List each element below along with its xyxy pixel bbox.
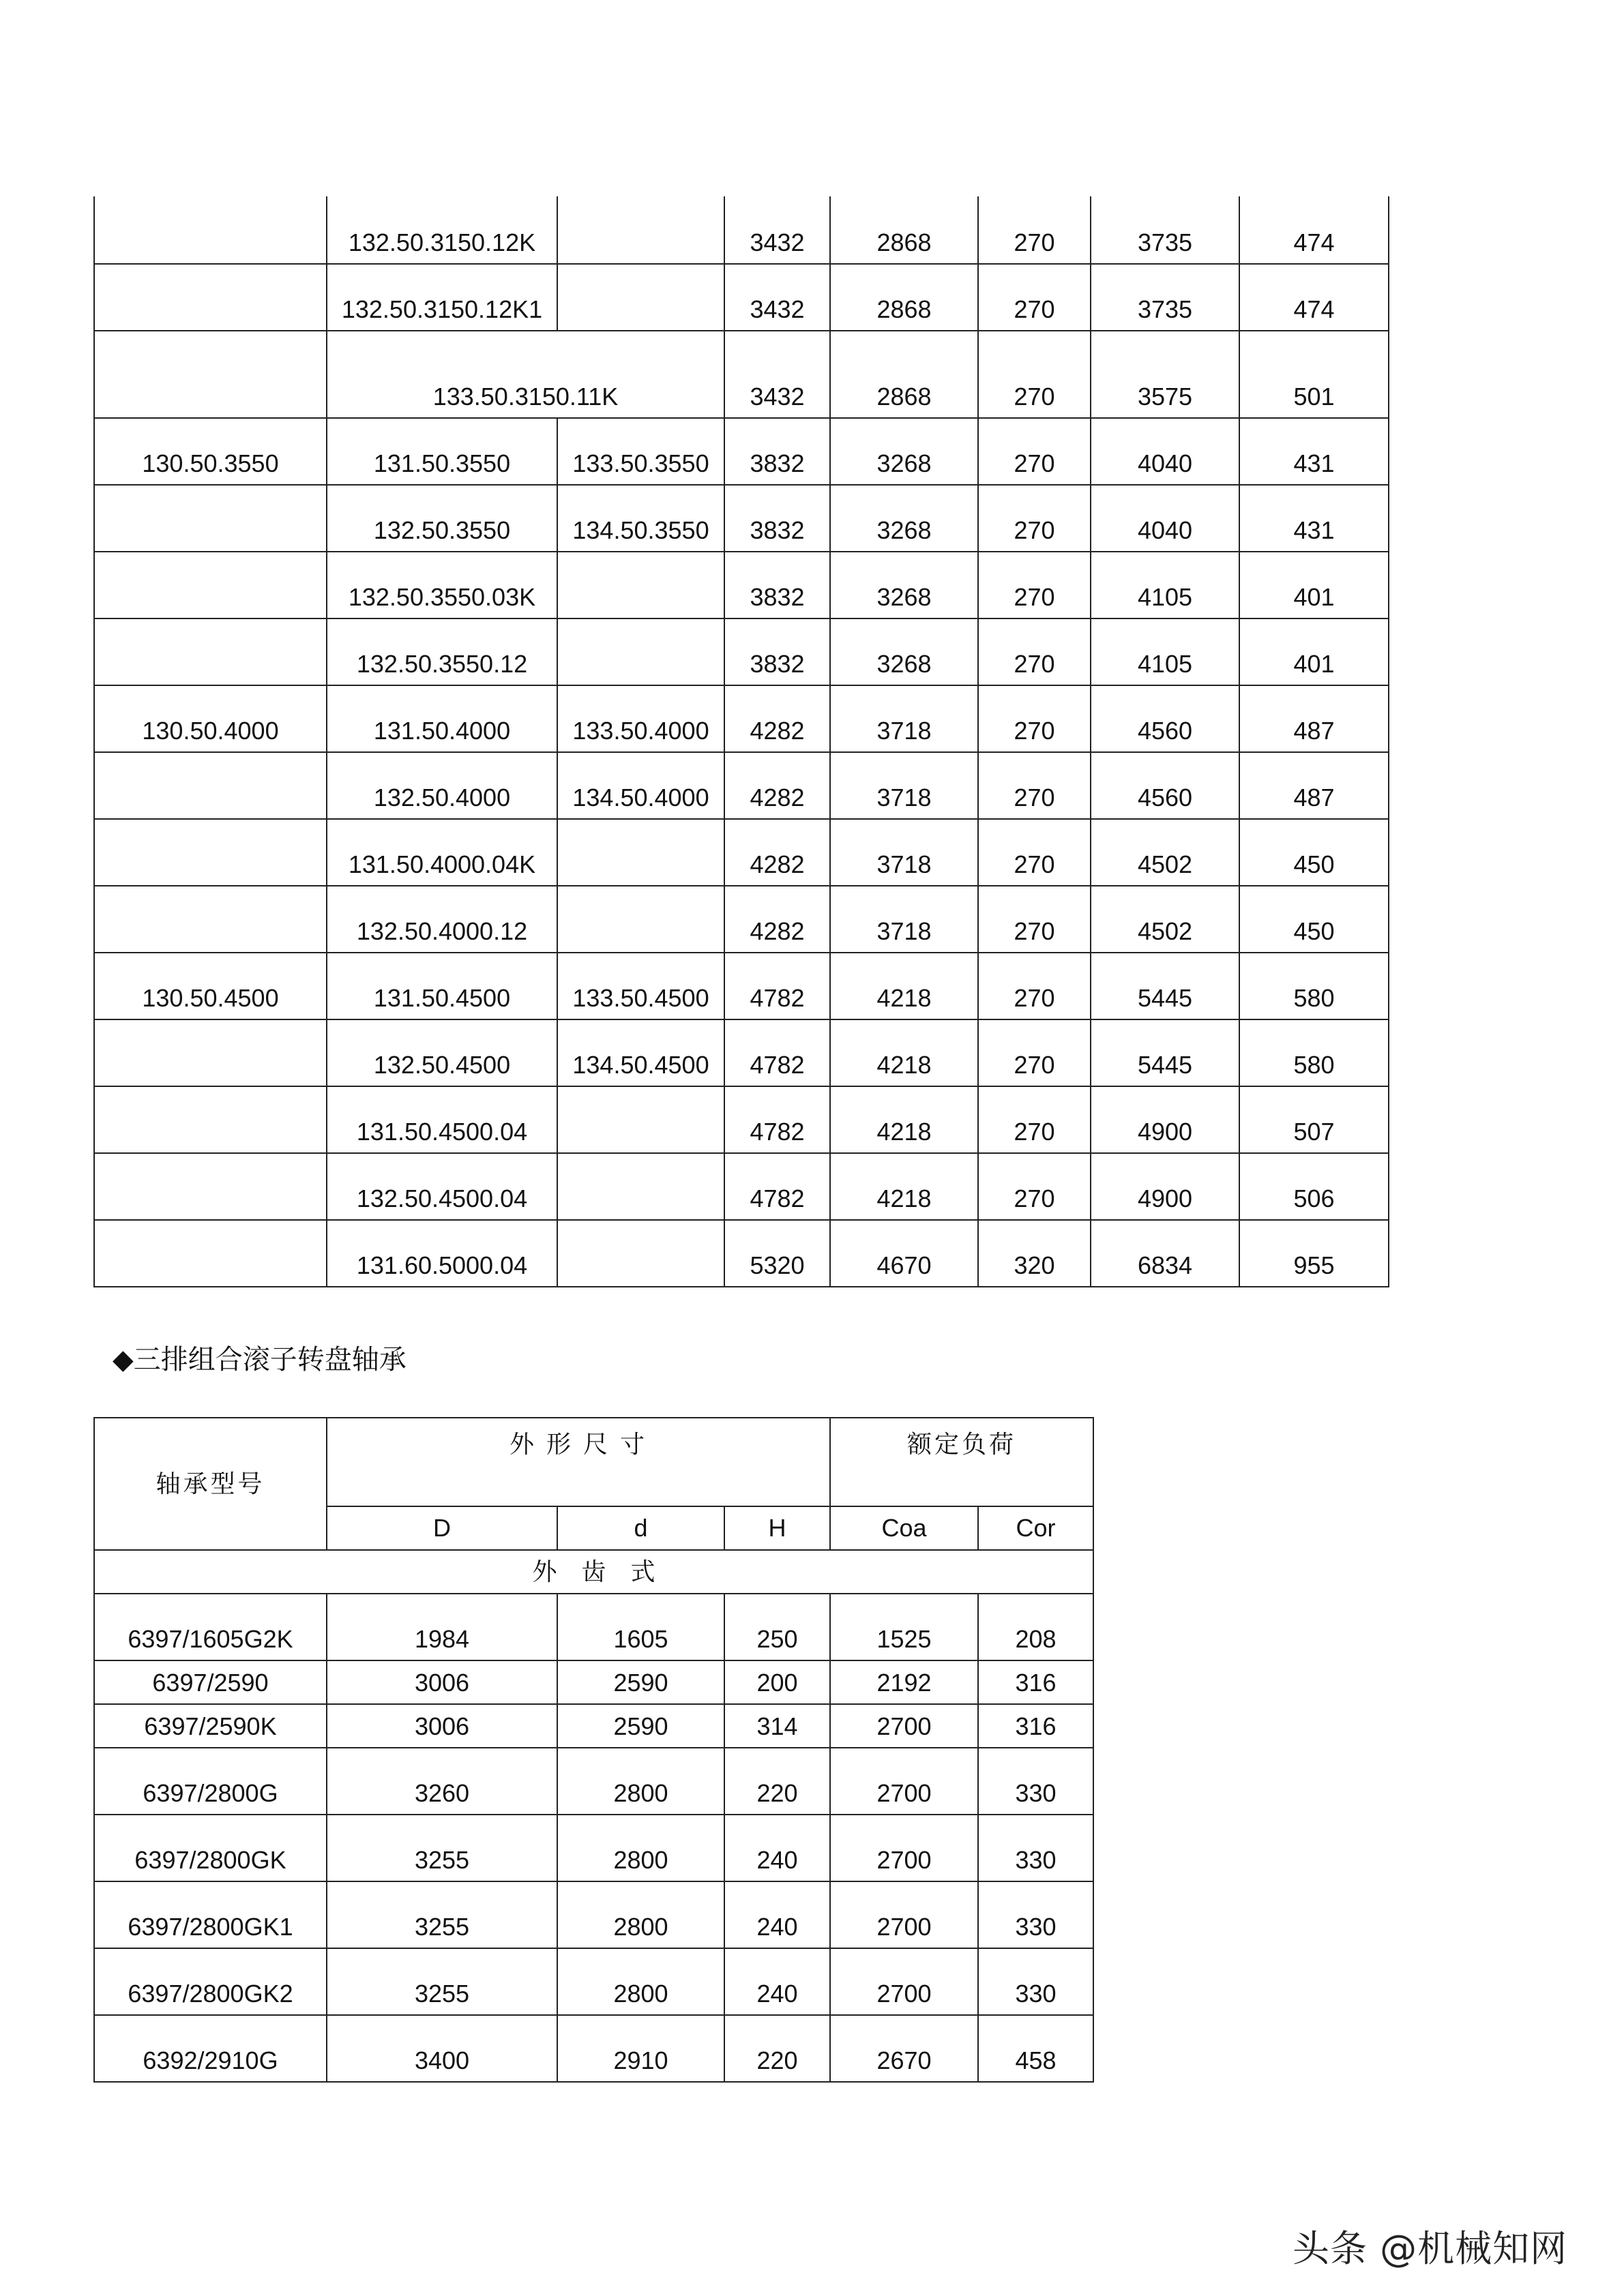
outer-model-cell (94, 331, 327, 418)
value-cell: 4782 (724, 1019, 830, 1086)
table-row (94, 1019, 1389, 1086)
value-cell: 270 (978, 752, 1091, 819)
value-cell: 3832 (724, 618, 830, 685)
value-cell: 240 (724, 1881, 830, 1948)
value-cell: 5445 (1091, 953, 1239, 1019)
value-cell: 955 (1239, 1220, 1389, 1287)
table-row (94, 953, 1389, 1019)
value-cell: 4670 (830, 1220, 978, 1287)
value-cell: 487 (1239, 752, 1389, 819)
value-cell: 2800 (557, 1881, 724, 1948)
table-row (94, 1704, 1093, 1748)
value-cell: 330 (978, 1881, 1093, 1948)
value-cell: 4218 (830, 953, 978, 1019)
outer-model-cell (94, 552, 327, 618)
value-cell: 2868 (830, 196, 978, 264)
value-cell: 401 (1239, 552, 1389, 618)
value-cell: 3432 (724, 196, 830, 264)
model-a-cell: 131.50.4500.04 (327, 1086, 557, 1153)
header-model: 轴承型号 (94, 1418, 327, 1550)
subheader-coa: Coa (830, 1506, 978, 1550)
value-cell: 2700 (830, 1815, 978, 1881)
model-a-cell: 131.60.5000.04 (327, 1220, 557, 1287)
model-a-cell: 132.50.4500 (327, 1019, 557, 1086)
value-cell: 3006 (327, 1660, 557, 1704)
value-cell: 4782 (724, 953, 830, 1019)
value-cell: 2800 (557, 1748, 724, 1815)
value-cell: 250 (724, 1594, 830, 1660)
model-b-cell (557, 1220, 724, 1287)
outer-model-cell (94, 819, 327, 886)
table-row (94, 1948, 1093, 2015)
value-cell: 401 (1239, 618, 1389, 685)
value-cell: 2800 (557, 1815, 724, 1881)
value-cell: 4502 (1091, 886, 1239, 953)
value-cell: 270 (978, 953, 1091, 1019)
value-cell: 2590 (557, 1660, 724, 1704)
value-cell: 270 (978, 264, 1091, 331)
value-cell: 5445 (1091, 1019, 1239, 1086)
value-cell: 3268 (830, 418, 978, 485)
value-cell: 4218 (830, 1019, 978, 1086)
value-cell: 2910 (557, 2015, 724, 2082)
three-row-roller-bearing-table (93, 1417, 1094, 2083)
table-row (94, 1086, 1389, 1153)
model-b-cell: 133.50.3550 (557, 418, 724, 485)
table-row (94, 886, 1389, 953)
value-cell: 3735 (1091, 196, 1239, 264)
watermark-text: 头条 @机械知网 (1293, 2227, 1568, 2270)
value-cell: 240 (724, 1948, 830, 2015)
value-cell: 580 (1239, 953, 1389, 1019)
value-cell: 4105 (1091, 618, 1239, 685)
value-cell: 4105 (1091, 552, 1239, 618)
value-cell: 330 (978, 1748, 1093, 1815)
value-cell: 2700 (830, 1948, 978, 2015)
value-cell: 270 (978, 618, 1091, 685)
table-row (94, 1748, 1093, 1815)
value-cell: 506 (1239, 1153, 1389, 1220)
model-cell: 6397/2800GK2 (94, 1948, 327, 2015)
outer-model-cell (94, 752, 327, 819)
model-b-cell (557, 1153, 724, 1220)
model-cell: 6397/2590 (94, 1660, 327, 1704)
value-cell: 3718 (830, 685, 978, 752)
value-cell: 330 (978, 1815, 1093, 1881)
table-row (94, 618, 1389, 685)
value-cell: 4282 (724, 819, 830, 886)
table-row (94, 552, 1389, 618)
value-cell: 3400 (327, 2015, 557, 2082)
value-cell: 4040 (1091, 418, 1239, 485)
value-cell: 4782 (724, 1086, 830, 1153)
model-a-cell: 131.50.4000.04K (327, 819, 557, 886)
value-cell: 316 (978, 1660, 1093, 1704)
value-cell: 3718 (830, 752, 978, 819)
value-cell: 2590 (557, 1704, 724, 1748)
model-b-cell (557, 1086, 724, 1153)
model-merged-cell: 133.50.3150.11K (327, 331, 724, 418)
value-cell: 270 (978, 1153, 1091, 1220)
value-cell: 3268 (830, 552, 978, 618)
value-cell: 3006 (327, 1704, 557, 1748)
subheader-h: H (724, 1506, 830, 1550)
value-cell: 4282 (724, 685, 830, 752)
value-cell: 3575 (1091, 331, 1239, 418)
value-cell: 1605 (557, 1594, 724, 1660)
model-b-cell (557, 196, 724, 264)
model-b-cell (557, 819, 724, 886)
table-row (94, 485, 1389, 552)
value-cell: 220 (724, 2015, 830, 2082)
outer-model-cell: 130.50.3550 (94, 418, 327, 485)
value-cell: 3255 (327, 1815, 557, 1881)
value-cell: 3432 (724, 331, 830, 418)
value-cell: 4040 (1091, 485, 1239, 552)
value-cell: 507 (1239, 1086, 1389, 1153)
header-load: 额定负荷 (830, 1418, 1093, 1506)
table-row (94, 418, 1389, 485)
outer-model-cell (94, 1153, 327, 1220)
table-row (94, 1815, 1093, 1881)
table-row (94, 819, 1389, 886)
value-cell: 330 (978, 1948, 1093, 2015)
table-row (94, 1594, 1093, 1660)
model-b-cell: 134.50.4000 (557, 752, 724, 819)
model-a-cell: 132.50.3150.12K (327, 196, 557, 264)
value-cell: 4282 (724, 752, 830, 819)
value-cell: 4218 (830, 1086, 978, 1153)
value-cell: 5320 (724, 1220, 830, 1287)
value-cell: 314 (724, 1704, 830, 1748)
table-row (94, 331, 1389, 418)
section-heading: ◆三排组合滚子转盘轴承 (113, 1344, 407, 1375)
value-cell: 3432 (724, 264, 830, 331)
outer-model-cell (94, 1220, 327, 1287)
model-b-cell: 134.50.4500 (557, 1019, 724, 1086)
value-cell: 3832 (724, 485, 830, 552)
value-cell: 487 (1239, 685, 1389, 752)
subheader-cor: Cor (978, 1506, 1093, 1550)
model-a-cell: 132.50.3550 (327, 485, 557, 552)
header-dimensions: 外 形 尺 寸 (327, 1418, 830, 1506)
table-row (94, 196, 1389, 264)
value-cell: 1525 (830, 1594, 978, 1660)
bearing-table-continued (93, 196, 1389, 1287)
outer-model-cell: 130.50.4000 (94, 685, 327, 752)
value-cell: 3268 (830, 485, 978, 552)
model-b-cell (557, 886, 724, 953)
value-cell: 2868 (830, 331, 978, 418)
value-cell: 3735 (1091, 264, 1239, 331)
model-b-cell (557, 618, 724, 685)
model-a-cell: 131.50.3550 (327, 418, 557, 485)
value-cell: 270 (978, 819, 1091, 886)
model-cell: 6397/2590K (94, 1704, 327, 1748)
value-cell: 580 (1239, 1019, 1389, 1086)
outer-model-cell: 130.50.4500 (94, 953, 327, 1019)
section-row (94, 1550, 1093, 1594)
value-cell: 4560 (1091, 685, 1239, 752)
model-a-cell: 132.50.3550.12 (327, 618, 557, 685)
table-row (94, 1660, 1093, 1704)
value-cell: 4560 (1091, 752, 1239, 819)
value-cell: 3255 (327, 1881, 557, 1948)
value-cell: 240 (724, 1815, 830, 1881)
model-b-cell: 133.50.4000 (557, 685, 724, 752)
value-cell: 4900 (1091, 1086, 1239, 1153)
value-cell: 2670 (830, 2015, 978, 2082)
value-cell: 2868 (830, 264, 978, 331)
value-cell: 431 (1239, 485, 1389, 552)
value-cell: 270 (978, 418, 1091, 485)
value-cell: 450 (1239, 886, 1389, 953)
outer-model-cell (94, 485, 327, 552)
table-row (94, 685, 1389, 752)
model-cell: 6397/1605G2K (94, 1594, 327, 1660)
table-row (94, 264, 1389, 331)
value-cell: 320 (978, 1220, 1091, 1287)
model-a-cell: 132.50.4000.12 (327, 886, 557, 953)
value-cell: 220 (724, 1748, 830, 1815)
value-cell: 270 (978, 196, 1091, 264)
value-cell: 4282 (724, 886, 830, 953)
outer-model-cell (94, 618, 327, 685)
value-cell: 200 (724, 1660, 830, 1704)
model-b-cell: 133.50.4500 (557, 953, 724, 1019)
value-cell: 2700 (830, 1704, 978, 1748)
header-row (94, 1418, 1093, 1506)
value-cell: 501 (1239, 331, 1389, 418)
model-b-cell (557, 552, 724, 618)
value-cell: 270 (978, 1086, 1091, 1153)
value-cell: 4782 (724, 1153, 830, 1220)
table-row (94, 1153, 1389, 1220)
table-row (94, 2015, 1093, 2082)
value-cell: 3718 (830, 819, 978, 886)
outer-model-cell (94, 196, 327, 264)
value-cell: 474 (1239, 264, 1389, 331)
model-b-cell: 134.50.3550 (557, 485, 724, 552)
value-cell: 3718 (830, 886, 978, 953)
value-cell: 270 (978, 685, 1091, 752)
value-cell: 270 (978, 331, 1091, 418)
model-cell: 6397/2800GK (94, 1815, 327, 1881)
model-b-cell (557, 264, 724, 331)
value-cell: 2700 (830, 1881, 978, 1948)
value-cell: 316 (978, 1704, 1093, 1748)
table-row (94, 752, 1389, 819)
model-cell: 6397/2800G (94, 1748, 327, 1815)
value-cell: 1984 (327, 1594, 557, 1660)
value-cell: 208 (978, 1594, 1093, 1660)
model-a-cell: 131.50.4000 (327, 685, 557, 752)
value-cell: 270 (978, 485, 1091, 552)
value-cell: 3260 (327, 1748, 557, 1815)
model-a-cell: 132.50.3550.03K (327, 552, 557, 618)
value-cell: 3832 (724, 418, 830, 485)
value-cell: 4502 (1091, 819, 1239, 886)
value-cell: 3832 (724, 552, 830, 618)
value-cell: 4218 (830, 1153, 978, 1220)
section-label-external-gear: 外 齿 式 (94, 1550, 1093, 1594)
outer-model-cell (94, 264, 327, 331)
value-cell: 4900 (1091, 1153, 1239, 1220)
model-cell: 6392/2910G (94, 2015, 327, 2082)
value-cell: 458 (978, 2015, 1093, 2082)
value-cell: 2192 (830, 1660, 978, 1704)
subheader-d-outer: D (327, 1506, 557, 1550)
value-cell: 474 (1239, 196, 1389, 264)
value-cell: 270 (978, 1019, 1091, 1086)
value-cell: 6834 (1091, 1220, 1239, 1287)
value-cell: 450 (1239, 819, 1389, 886)
outer-model-cell (94, 1086, 327, 1153)
model-cell: 6397/2800GK1 (94, 1881, 327, 1948)
value-cell: 3255 (327, 1948, 557, 2015)
value-cell: 2700 (830, 1748, 978, 1815)
value-cell: 270 (978, 552, 1091, 618)
outer-model-cell (94, 1019, 327, 1086)
outer-model-cell (94, 886, 327, 953)
table-row (94, 1220, 1389, 1287)
value-cell: 270 (978, 886, 1091, 953)
value-cell: 2800 (557, 1948, 724, 2015)
table-row (94, 1881, 1093, 1948)
model-a-cell: 132.50.3150.12K1 (327, 264, 557, 331)
model-a-cell: 132.50.4500.04 (327, 1153, 557, 1220)
value-cell: 3268 (830, 618, 978, 685)
model-a-cell: 131.50.4500 (327, 953, 557, 1019)
value-cell: 431 (1239, 418, 1389, 485)
model-a-cell: 132.50.4000 (327, 752, 557, 819)
subheader-d-inner: d (557, 1506, 724, 1550)
